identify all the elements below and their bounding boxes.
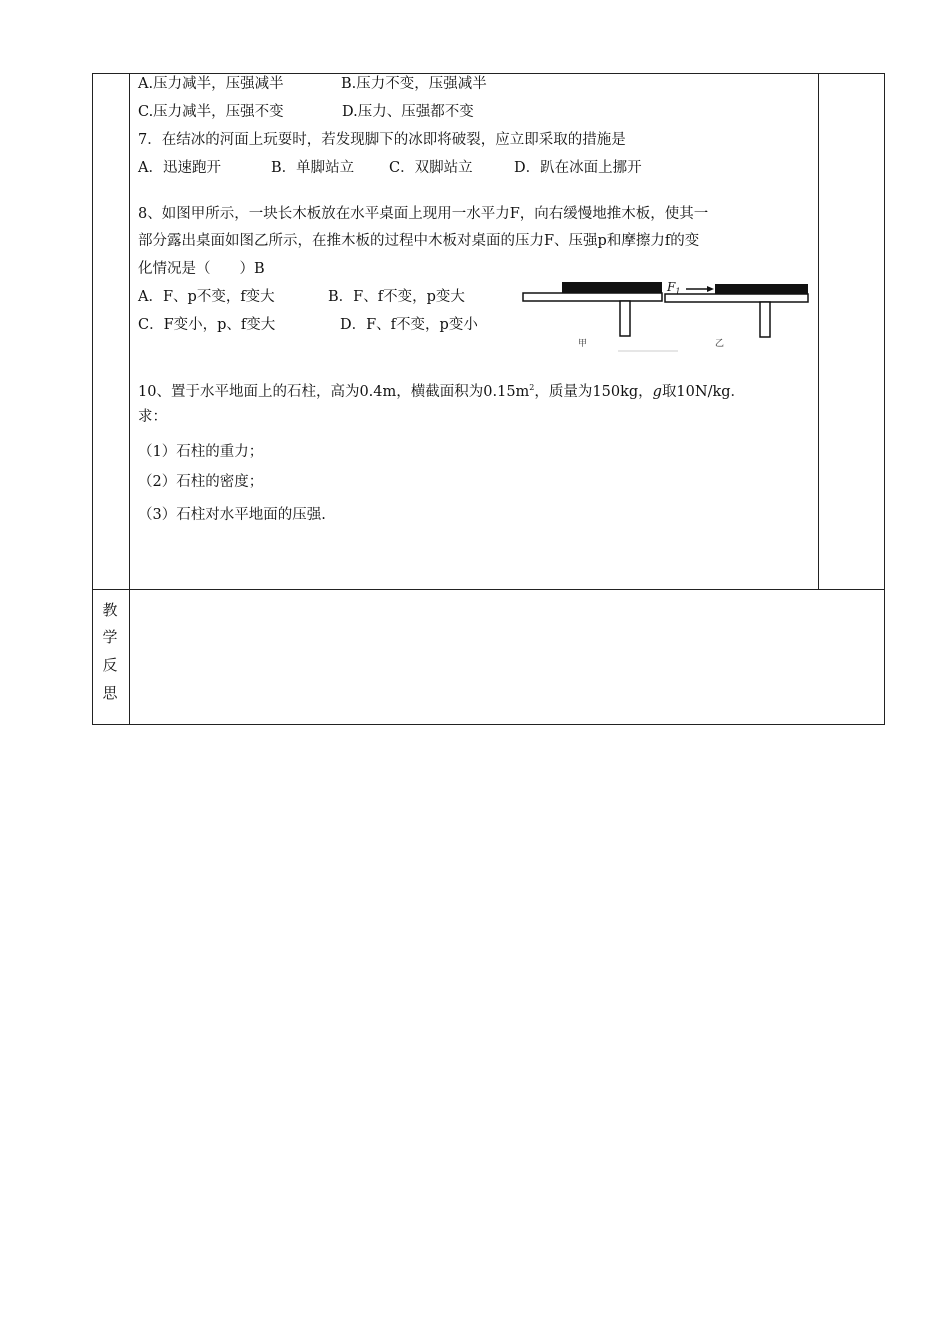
q6-option-d: D.压力、压强都不变 xyxy=(342,104,474,120)
q10-part-2: （2）石柱的密度； xyxy=(138,474,264,490)
board-on-table-figure xyxy=(522,275,812,353)
table-leg-left xyxy=(620,301,630,336)
reflection-label-char-2: 学 xyxy=(102,628,118,646)
q10-stem-mid: ，质量为150kg， xyxy=(534,383,653,400)
q8-stem-line-3: 化情况是（ ）B xyxy=(138,261,265,277)
figure-label-right: 乙 xyxy=(715,339,725,349)
q7-stem: 7．在结冰的河面上玩耍时，若发现脚下的冰即将破裂，应立即采取的措施是 xyxy=(138,132,626,148)
figure-label-left: 甲 xyxy=(578,339,588,349)
q10-stem-post: 取10N/kg． xyxy=(661,383,746,400)
q7-option-b: B．单脚站立 xyxy=(271,160,355,176)
q6-option-a: A.压力减半，压强减半 xyxy=(138,76,284,92)
q10-part-3: （3）石柱对水平地面的压强. xyxy=(138,507,326,523)
force-arrow-head xyxy=(707,286,714,292)
reflection-label-char-4: 思 xyxy=(102,684,118,702)
q10-ask: 求： xyxy=(138,409,167,425)
q7-option-d: D．趴在冰面上挪开 xyxy=(514,160,642,176)
q8-option-c: C．F变小，p、f变大 xyxy=(138,317,276,333)
table-label-column-border xyxy=(129,73,130,725)
table-leg-right xyxy=(760,302,770,337)
table-left-border xyxy=(92,73,93,725)
q7-option-a: A．迅速跑开 xyxy=(138,160,221,176)
q8-option-a: A．F、p不变，f变大 xyxy=(138,289,275,305)
q10-stem-pre: 10、置于水平地面上的石柱，高为0.4m，横截面积为0.15m xyxy=(138,383,530,400)
q10-stem-g: g xyxy=(652,383,662,400)
tabletop-right xyxy=(665,294,808,302)
q6-option-c: C.压力减半，压强不变 xyxy=(138,104,284,120)
q10-stem-sup: 2 xyxy=(529,383,535,392)
table-right-inner-border xyxy=(818,73,819,590)
table-bottom-border xyxy=(92,724,885,725)
reflection-label-char-1: 教 xyxy=(102,601,118,619)
q8-option-d: D．F、f不变，p变小 xyxy=(340,317,478,333)
q8-stem-line-2: 部分露出桌面如图乙所示，在推木板的过程中木板对桌面的压力F、压强p和摩擦力f的变 xyxy=(138,233,700,249)
tabletop-left xyxy=(523,293,662,301)
q7-option-c: C．双脚站立 xyxy=(389,160,473,176)
board-left xyxy=(562,282,662,294)
q10-stem xyxy=(138,378,745,402)
table-right-border xyxy=(884,73,885,725)
table-row-divider xyxy=(92,589,885,590)
q8-option-b: B．F、f不变，p变大 xyxy=(328,289,465,305)
reflection-label-char-3: 反 xyxy=(102,656,118,674)
q10-part-1: （1）石柱的重力； xyxy=(138,444,264,460)
q6-option-b: B.压力不变，压强减半 xyxy=(341,76,487,92)
q8-stem-line-1: 8、如图甲所示，一块长木板放在水平桌面上现用一水平力F，向右缓慢地推木板，使其一 xyxy=(138,206,709,222)
force-label: $F_1$ xyxy=(667,280,681,296)
